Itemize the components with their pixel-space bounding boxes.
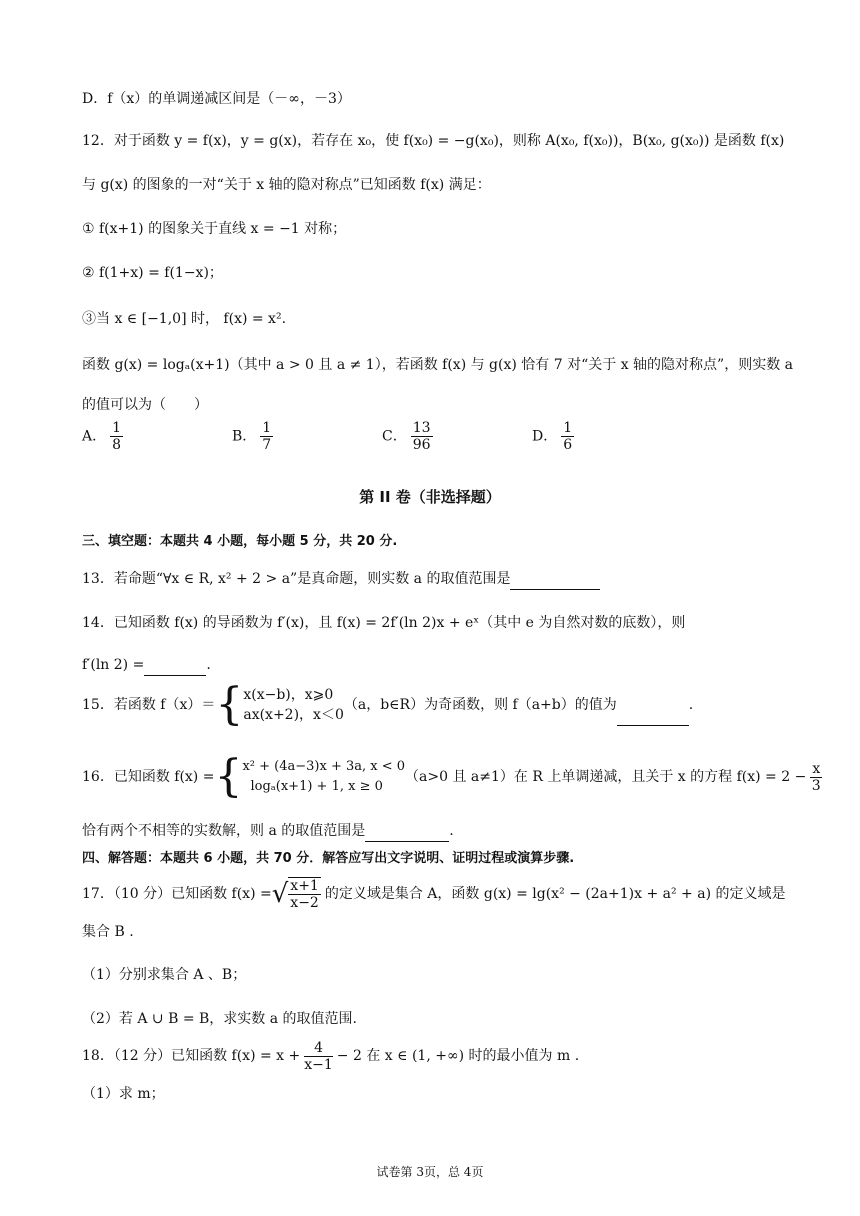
numerator: x <box>812 760 821 777</box>
q12-option-a <box>82 420 127 453</box>
q12-cond-2: ② f(1+x) = f(1−x)； <box>82 265 223 281</box>
q16-suffix: （a>0 且 a≠1）在 R 上单调递减，且关于 x 的方程 f(x) = 2 − <box>405 769 807 785</box>
numerator: x+1 <box>290 878 319 894</box>
q17-sub-1: （1）分别求集合 A 、B； <box>82 967 247 983</box>
numerator: 1 <box>563 420 573 436</box>
q18-prefix: 18．（12 分）已知函数 f(x) = x + <box>82 1048 301 1064</box>
option-label: D． <box>532 428 558 445</box>
case-2: ax(x+2)，x＜0 <box>243 707 344 723</box>
q12-stem-3: 函数 g(x) = logₐ(x+1)（其中 a > 0 且 a ≠ 1），若函数 f(x) 与 g(x) 恰有 7 对“关于 x 轴的隐对称点”，则实数 a <box>82 357 794 373</box>
numerator: 1 <box>112 420 122 436</box>
q14-expr: f′(ln 2) = <box>82 657 145 673</box>
option-label: A． <box>82 428 107 445</box>
q15-suffix: （a，b∈R）为奇函数，则 f（a+b）的值为 <box>343 697 617 713</box>
section-title: 第 II 卷（非选择题） <box>359 488 501 506</box>
q14-line-1: 14．已知函数 f(x) 的导函数为 f′(x)，且 f(x) = 2f′(ln 2)x + eˣ（其中 e 为自然对数的底数），则 <box>82 615 686 631</box>
denominator: 7 <box>262 437 272 453</box>
q17-line-1 <box>82 874 786 914</box>
fraction <box>288 877 321 911</box>
denominator: 96 <box>412 437 431 453</box>
numerator: 13 <box>412 420 431 436</box>
denominator: 3 <box>811 777 821 794</box>
q16-prefix: 16．已知函数 f(x) = <box>82 769 215 785</box>
q18-line-1 <box>82 1036 579 1076</box>
option-fraction <box>110 420 123 453</box>
sqrt <box>272 874 325 914</box>
option-label: C． <box>382 428 407 445</box>
option-fraction <box>260 420 273 453</box>
case-1: x² + (4a−3)x + 3a, x < 0 <box>242 759 406 774</box>
numerator: 4 <box>304 1040 333 1057</box>
case-1: x(x−b)，x⩾0 <box>243 687 334 703</box>
radical-sign: √ <box>271 879 289 909</box>
fraction <box>304 1040 333 1073</box>
q16-text: 恰有两个不相等的实数解，则 a 的取值范围是 <box>82 823 366 839</box>
q17-suffix: 的定义域是集合 A，函数 g(x) = lg(x² − (2a+1)x + a² + a) 的定义域是 <box>324 886 786 902</box>
q12-stem-1: 12．对于函数 y = f(x)，y = g(x)，若存在 x₀，使 f(x₀) = −g(x₀)，则称 A(x₀, f(x₀))，B(x₀, g(x₀)) 是函数 f(x) <box>82 133 785 149</box>
numerator: 1 <box>262 420 272 436</box>
q12-stem-4: 的值可以为（ ） <box>82 397 208 413</box>
q15-prefix: 15．若函数 f（x）＝ <box>82 697 216 713</box>
answer-blank <box>365 821 449 842</box>
q16-line-2: 恰有两个不相等的实数解，则 a 的取值范围是 . <box>82 821 454 842</box>
q17-line-2: 集合 B . <box>82 924 134 940</box>
option-label: B． <box>232 428 257 445</box>
q12-stem-2: 与 g(x) 的图象的一对“关于 x 轴的隐对称点”已知函数 f(x) 满足： <box>82 177 491 193</box>
left-brace: { <box>215 679 244 730</box>
case-2: logₐ(x+1) + 1, x ≥ 0 <box>250 779 383 794</box>
q16 <box>82 751 826 802</box>
answer-blank <box>510 569 600 590</box>
q12-option-b <box>232 420 277 453</box>
option-d-prev: D．f（x）的单调递减区间是（－∞，－3） <box>82 91 351 107</box>
part3-heading: 三、填空题：本题共 4 小题，每小题 5 分，共 20 分. <box>82 534 398 549</box>
q17-sub-2: （2）若 A ∪ B = B，求实数 a 的取值范围. <box>82 1011 358 1027</box>
option-fraction <box>561 420 574 453</box>
denominator: 8 <box>112 437 122 453</box>
option-fraction <box>411 420 433 453</box>
fraction <box>810 761 822 794</box>
page-footer: 试卷第 3页，总 4页 <box>376 1165 484 1179</box>
denominator: x−2 <box>290 895 319 911</box>
denominator: x−1 <box>304 1056 333 1073</box>
q12-cond-3: ③当 x ∈ [−1,0] 时， f(x) = x². <box>82 311 287 327</box>
piecewise-cases <box>243 685 344 725</box>
q15: 15．若函数 f（x）＝{ x(x−b)，x⩾0 ax(x+2)，x＜0 （a，b∈R）为奇函数，则 f（a+b）的值为 . <box>82 679 694 730</box>
answer-blank <box>617 685 689 726</box>
part4-heading: 四、解答题：本题共 6 小题，共 70 分．解答应写出文字说明、证明过程或演算步骤. <box>82 851 575 866</box>
denominator: 6 <box>563 437 573 453</box>
q12-option-d <box>532 420 578 453</box>
q13-text: 13．若命题“∀x ∈ R, x² + 2 > a”是真命题，则实数 a 的取值范围是 <box>82 571 511 587</box>
q14-line-2: f′(ln 2) = . <box>82 655 211 676</box>
piecewise-cases <box>242 757 405 797</box>
left-brace: { <box>214 751 243 802</box>
q18-sub-1: （1）求 m； <box>82 1086 165 1102</box>
q12-option-c <box>382 420 437 453</box>
q13 <box>82 569 600 590</box>
answer-blank <box>144 655 206 676</box>
q17-prefix: 17．（10 分）已知函数 f(x) = <box>82 886 272 902</box>
q18-suffix: − 2 在 x ∈ (1, +∞) 时的最小值为 m . <box>336 1048 580 1064</box>
q12-cond-1: ① f(x+1) 的图象关于直线 x = −1 对称； <box>82 221 347 237</box>
